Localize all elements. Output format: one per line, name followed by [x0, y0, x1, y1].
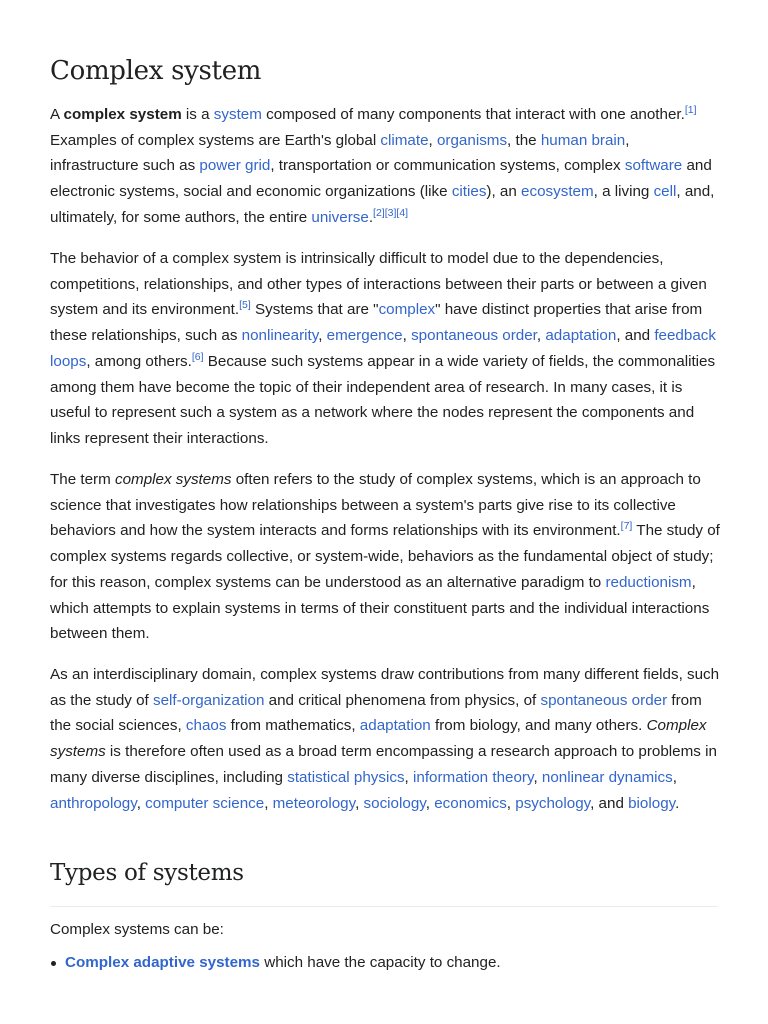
link-nonlinear-dynamics[interactable]: nonlinear dynamics	[541, 768, 673, 786]
text: The behavior of a complex system is intrinsically difficult to model due to the dependencies, competitions, relationships, and other types of interactions between their parts or between a given system and its environment.	[50, 250, 707, 319]
text: , and	[590, 794, 629, 812]
section-intro: Complex systems can be:	[50, 921, 224, 938]
italic-term: complex systems	[115, 471, 232, 488]
citation-2[interactable]: [2]	[373, 206, 385, 219]
list-item	[50, 950, 501, 976]
citation-4[interactable]: [4]	[396, 206, 409, 219]
link-psychology[interactable]: psychology	[515, 794, 591, 812]
link-complex[interactable]: complex	[378, 301, 436, 319]
link-climate[interactable]: climate	[380, 131, 429, 149]
text: ,	[425, 794, 435, 812]
link-reductionism[interactable]: reductionism	[605, 573, 692, 591]
paragraph-intro	[50, 102, 720, 231]
link-ecosystem[interactable]: ecosystem	[521, 183, 594, 201]
citation-5[interactable]: [5]	[239, 299, 251, 312]
link-software[interactable]: software	[624, 157, 683, 175]
text: from biology, and many others.	[430, 717, 647, 735]
text: ,	[136, 794, 146, 812]
paragraph-interdisciplinary	[50, 662, 720, 816]
link-cell[interactable]: cell	[653, 183, 677, 201]
types-list	[50, 950, 501, 976]
text: .	[675, 794, 680, 812]
link-self-organization[interactable]: self-organization	[153, 691, 265, 709]
text: and critical phenomena from physics, of	[264, 691, 541, 709]
link-nonlinearity[interactable]: nonlinearity	[241, 327, 319, 345]
text: ,	[404, 768, 413, 786]
text: , and, ultimately, for some authors, the entire	[50, 183, 715, 226]
text: , and	[616, 327, 655, 345]
paragraph-term	[50, 467, 720, 647]
text: ,	[402, 327, 412, 345]
text: " have distinct properties that arise from these relationships, such as	[50, 301, 703, 345]
link-anthropology[interactable]: anthropology	[50, 794, 137, 812]
italic-term: Complex systems	[50, 717, 707, 761]
text: ,	[672, 768, 677, 786]
text: from the social sciences,	[50, 691, 702, 735]
text: ,	[318, 327, 327, 345]
link-emergence[interactable]: emergence	[326, 327, 403, 345]
link-information-theory[interactable]: information theory	[413, 768, 534, 786]
text: is a	[181, 106, 214, 123]
link-spontaneous-order[interactable]: spontaneous order	[540, 691, 668, 709]
text: .	[368, 208, 374, 226]
text: , the	[507, 131, 541, 149]
link-meteorology[interactable]: meteorology	[272, 794, 356, 812]
bold-term: complex system	[63, 106, 182, 123]
citation-6[interactable]: [6]	[191, 350, 204, 363]
text: As an interdisciplinary domain, complex systems draw contributions from many different fields, such as the study of	[50, 666, 720, 709]
citation-7[interactable]: [7]	[620, 520, 633, 533]
link-complex-adaptive-systems[interactable]: Complex adaptive systems	[65, 954, 260, 971]
text: The term	[50, 471, 115, 488]
text: , transportation or communication systems, complex	[270, 157, 625, 175]
text: ,	[428, 131, 437, 149]
list-item-text: which have the capacity to change.	[260, 954, 501, 971]
link-system[interactable]: system	[213, 106, 262, 123]
text: from mathematics,	[226, 717, 360, 735]
link-cities[interactable]: cities	[451, 183, 487, 201]
citation-3[interactable]: [3]	[384, 206, 397, 219]
page-title: Complex system	[50, 56, 262, 86]
text: Systems that are "	[250, 301, 379, 319]
section-divider	[50, 906, 718, 907]
paragraph-behavior	[50, 246, 720, 452]
link-feedback-loops[interactable]: feedback loops	[50, 327, 716, 370]
link-adaptation[interactable]: adaptation	[359, 717, 431, 735]
link-adaptation[interactable]: adaptation	[545, 327, 617, 345]
text: Because such systems appear in a wide variety of fields, the commonalities among them have become the topic of their independent area of research. In many cases, it is useful to represent such a system as a network where the nodes represent the components and links represent their interactions.	[50, 352, 716, 447]
link-organisms[interactable]: organisms	[436, 131, 508, 149]
text: ,	[536, 327, 546, 345]
text: often refers to the study of complex systems, which is an approach to science that investigates how relationships between a system's parts give rise to its collective behaviors and how the system interacts and forms relationships with its environment.	[50, 471, 701, 540]
citation-1[interactable]: [1]	[684, 104, 697, 116]
text: , infrastructure such as	[50, 131, 630, 175]
text: ,	[506, 794, 516, 812]
link-universe[interactable]: universe	[311, 208, 369, 226]
text: , which attempts to explain systems in terms of their constituent parts and the individual interactions between them.	[50, 573, 710, 643]
link-statistical-physics[interactable]: statistical physics	[287, 768, 405, 786]
text: ), an	[486, 183, 522, 201]
bullet-icon	[51, 961, 56, 966]
text: and electronic systems, social and economic organizations (like	[50, 157, 712, 201]
link-sociology[interactable]: sociology	[363, 794, 426, 812]
text: ,	[264, 794, 273, 812]
link-computer-science[interactable]: computer science	[145, 794, 265, 812]
text: ,	[355, 794, 364, 812]
text: is therefore often used as a broad term encompassing a research approach to problems in many diverse disciplines, including	[50, 743, 717, 786]
text: The study of complex systems regards collective, or system-wide, behaviors as the fundamental object of study; for this reason, complex systems can be understood as an alternative paradigm to	[50, 522, 720, 591]
text: A	[50, 106, 64, 123]
link-biology[interactable]: biology	[628, 794, 676, 812]
section-heading-types: Types of systems	[50, 860, 244, 886]
text: , among others.	[86, 352, 192, 370]
link-power-grid[interactable]: power grid	[199, 157, 271, 175]
link-economics[interactable]: economics	[434, 794, 507, 812]
text: Examples of complex systems are Earth's global	[50, 131, 381, 149]
text: composed of many components that interact with one another.	[261, 106, 685, 123]
link-chaos[interactable]: chaos	[185, 717, 227, 735]
text: , a living	[593, 183, 654, 201]
link-human-brain[interactable]: human brain	[540, 131, 626, 149]
text: ,	[533, 768, 542, 786]
link-spontaneous-order[interactable]: spontaneous order	[411, 327, 537, 345]
